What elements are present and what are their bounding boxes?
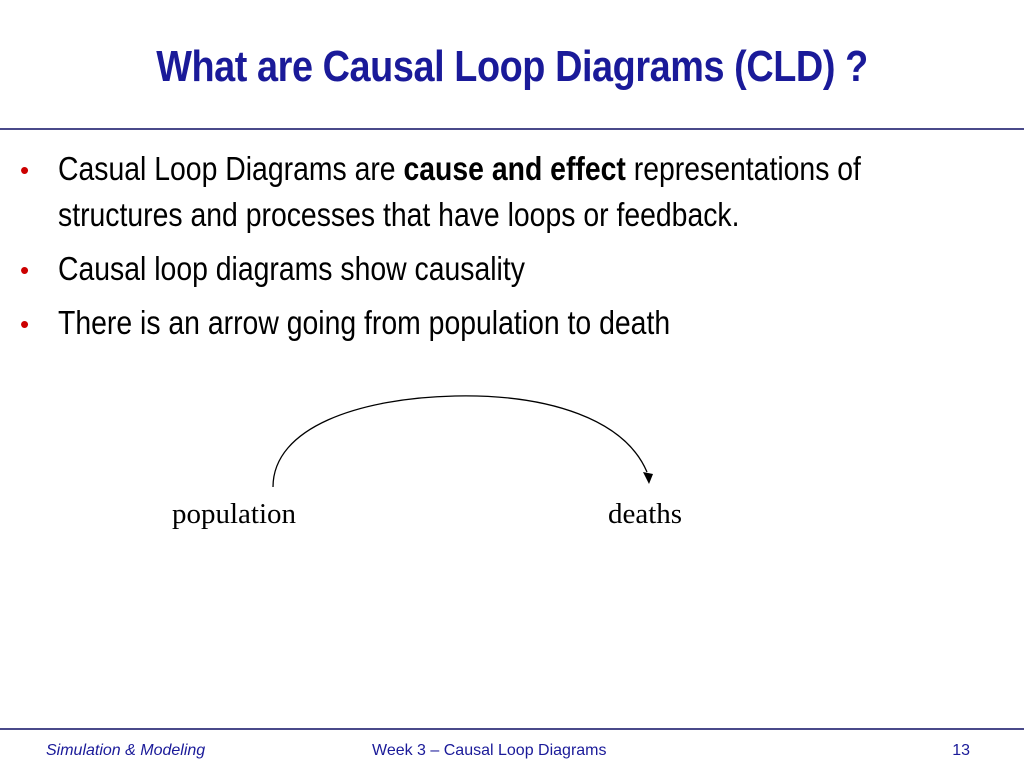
footer-course-title: Simulation & Modeling [46, 742, 206, 759]
bullet-list [0, 146, 1024, 354]
node-label-deaths: deaths [608, 498, 683, 530]
footer-divider [0, 728, 1024, 730]
page-number: 13 [952, 742, 970, 759]
bullet-text-bold: cause and effect [403, 150, 626, 187]
bullet-text: Causal loop diagrams show causality [58, 250, 525, 287]
node-label-population: population [172, 498, 297, 530]
bullet-item [0, 246, 1024, 292]
bullet-item [0, 300, 1024, 346]
bullet-text-segment: Casual Loop Diagrams are [58, 150, 404, 187]
bullet-text-segment: representations of structures and processes that have loops or feedback. [58, 150, 861, 233]
bullet-text [58, 146, 952, 238]
slide-title: What are Causal Loop Diagrams (CLD) ? [156, 42, 868, 91]
bullet-text: There is an arrow going from population to death [58, 304, 671, 341]
bullet-icon: • [20, 309, 30, 339]
arrowhead-icon [643, 472, 653, 484]
causal-link-arrow [273, 396, 647, 487]
bullet-icon: • [20, 255, 30, 285]
title-divider [0, 128, 1024, 130]
footer-lecture-title: Week 3 – Causal Loop Diagrams [372, 742, 607, 759]
bullet-icon: • [20, 155, 30, 185]
causal-loop-diagram [0, 380, 1024, 540]
bullet-item [0, 146, 1024, 238]
